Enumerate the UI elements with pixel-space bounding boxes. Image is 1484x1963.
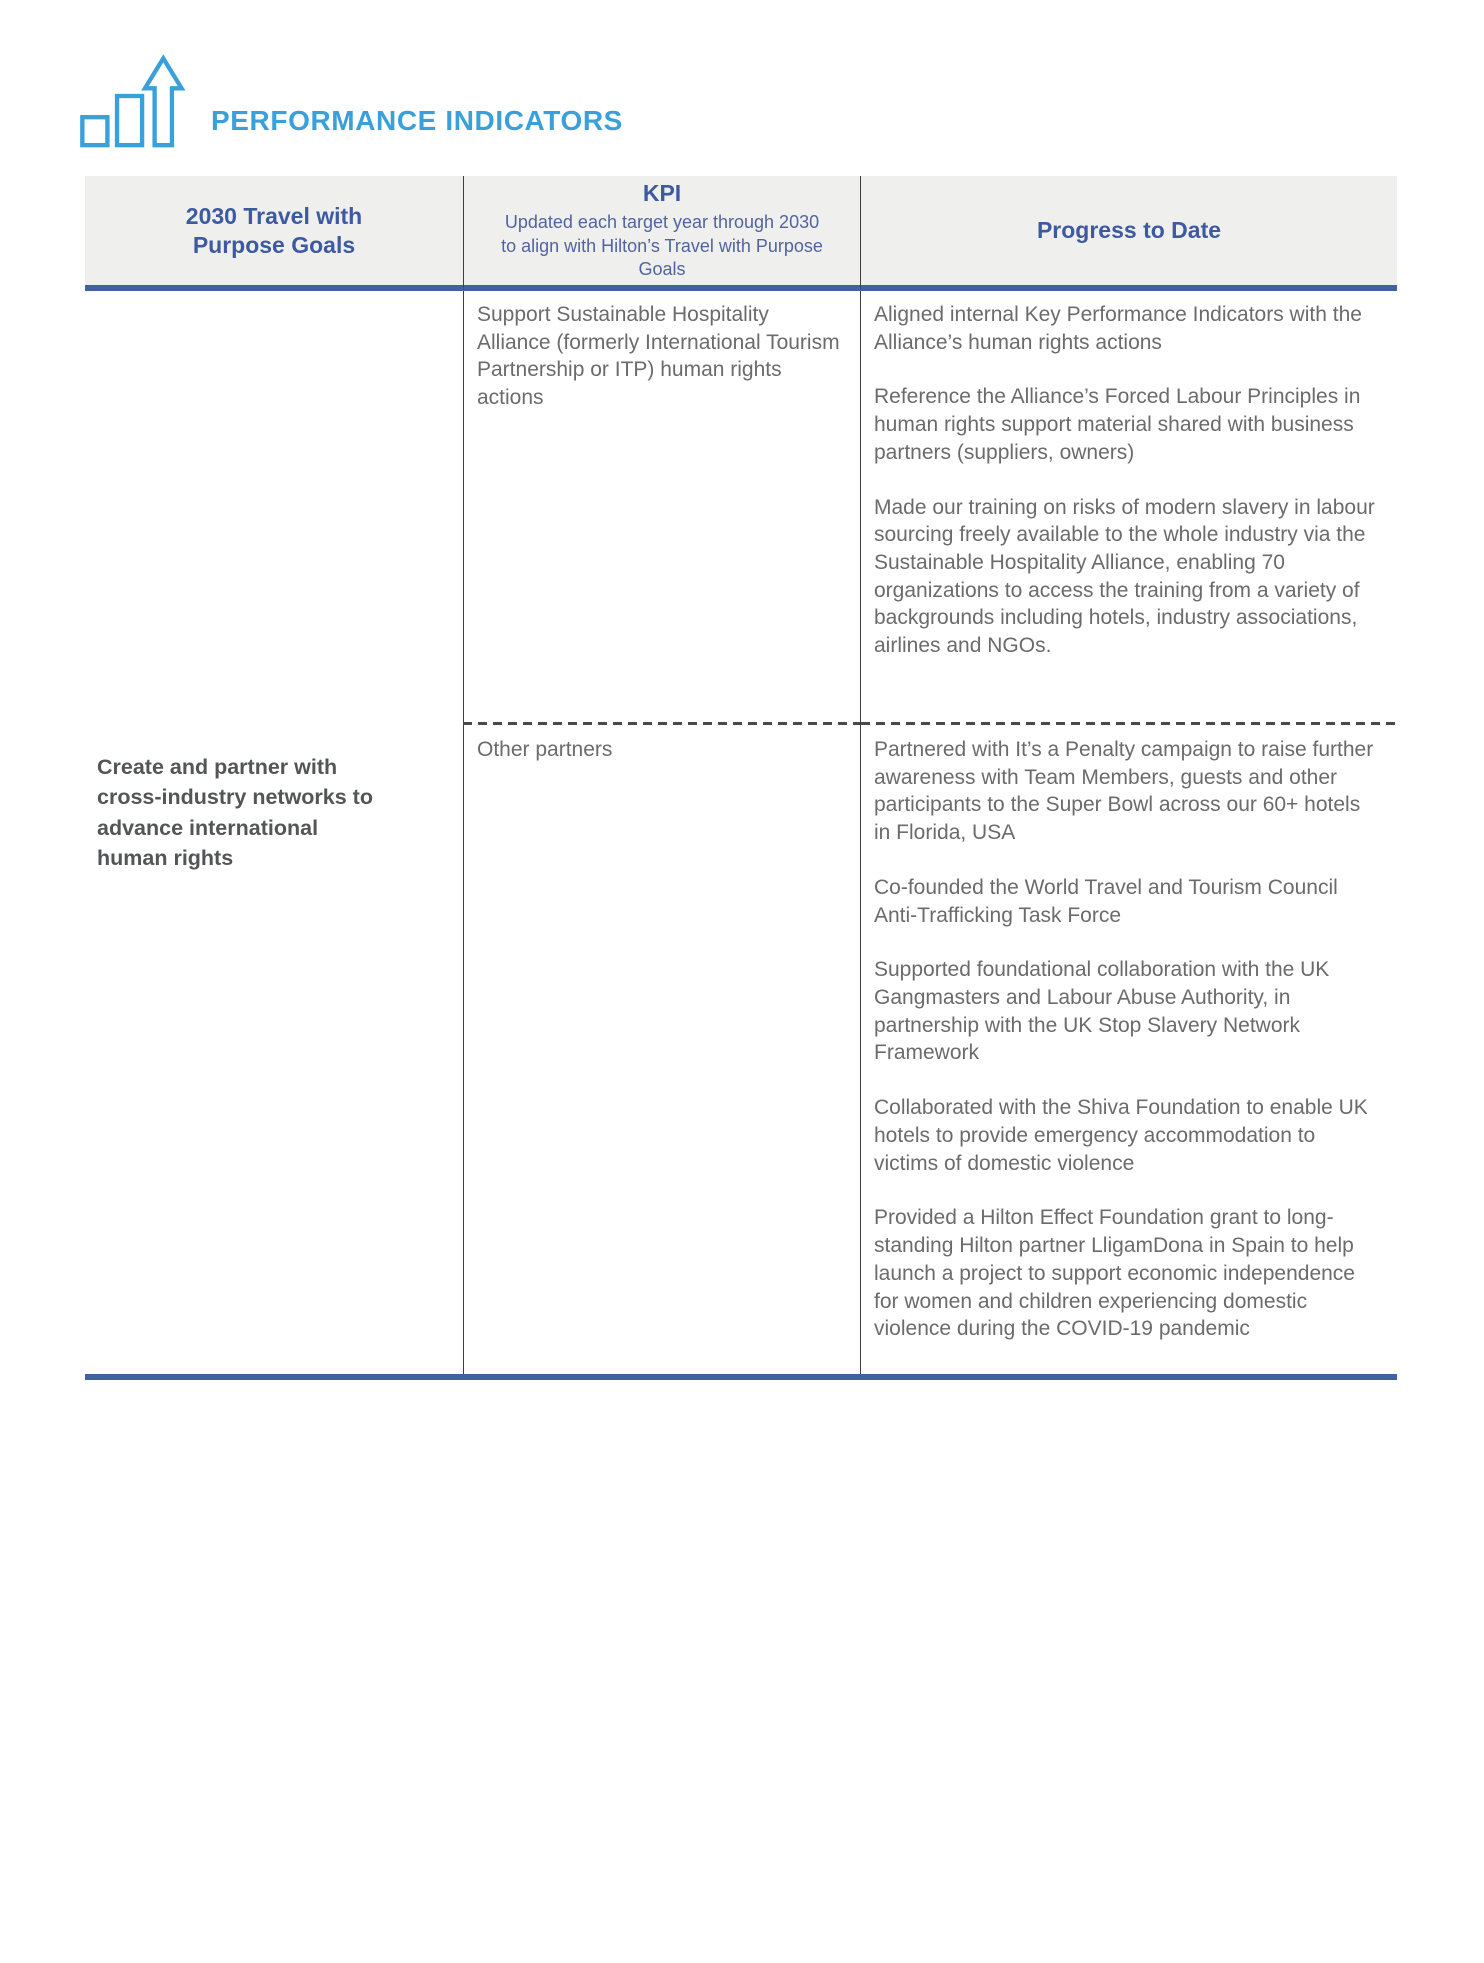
page-title: PERFORMANCE INDICATORS bbox=[211, 105, 623, 136]
column-header-kpi-label: KPI bbox=[642, 179, 682, 206]
progress-paragraph: Co-founded the World Travel and Tourism Council Anti-Trafficking Task Force bbox=[874, 875, 1338, 927]
progress-paragraph: Made our training on risks of modern slavery in labour sourcing freely available to the whole industry via the Sustainable Hospitality Alliance, enabling 70 organizations to access the training from a variety of backgrounds including hotels, industry associations, airlines and NGOs. bbox=[874, 495, 1375, 658]
column-header-kpi bbox=[463, 176, 860, 291]
column-header-progress bbox=[860, 176, 1397, 291]
progress-paragraph: Partnered with It’s a Penalty campaign to raise further awareness with Team Members, guests and other participants to the Super Bowl across our 60+ hotels in Florida, USA bbox=[874, 738, 1374, 845]
performance-indicators-table bbox=[85, 176, 1397, 1380]
progress-cell-row1 bbox=[860, 291, 1397, 722]
progress-cell-row2 bbox=[860, 722, 1397, 1374]
progress-paragraph: Reference the Alliance’s Forced Labour Principles in human rights support material shared with business partners (suppliers, owners) bbox=[874, 385, 1361, 464]
goal-text: Create and partner with cross-industry networks to advance international human rights bbox=[97, 755, 373, 870]
column-header-goals bbox=[85, 176, 463, 291]
kpi-cell-row1 bbox=[463, 291, 860, 722]
column-header-progress-label: Progress to Date bbox=[1036, 217, 1222, 244]
page-header bbox=[75, 43, 1484, 149]
kpi-text: Support Sustainable Hospitality Alliance (formerly International Tourism Partnership or ITP) human rights actions bbox=[477, 303, 840, 410]
progress-paragraph: Provided a Hilton Effect Foundation grant to long-standing Hilton partner LligamDona in Spain to help launch a project to support economic independence for women and children experiencing domestic violence during the COVID-19 pandemic bbox=[874, 1206, 1355, 1341]
kpi-text: Other partners bbox=[477, 738, 613, 761]
progress-paragraph: Aligned internal Key Performance Indicators with the Alliance’s human rights actions bbox=[874, 303, 1362, 354]
bar-chart-growth-icon bbox=[75, 43, 187, 149]
column-header-goals-label: 2030 Travel with Purpose Goals bbox=[185, 203, 363, 258]
goal-cell bbox=[85, 291, 463, 1374]
progress-paragraph: Collaborated with the Shiva Foundation to enable UK hotels to provide emergency accommodation to victims of domestic violence bbox=[874, 1096, 1368, 1175]
kpi-cell-row2 bbox=[463, 722, 860, 1374]
column-header-kpi-sublabel: Updated each target year through 2030 to align with Hilton’s Travel with Purpose Goals bbox=[501, 211, 823, 280]
progress-paragraph: Supported foundational collaboration with the UK Gangmasters and Labour Abuse Authority, in partnership with the UK Stop Slavery Network Framework bbox=[874, 958, 1330, 1065]
